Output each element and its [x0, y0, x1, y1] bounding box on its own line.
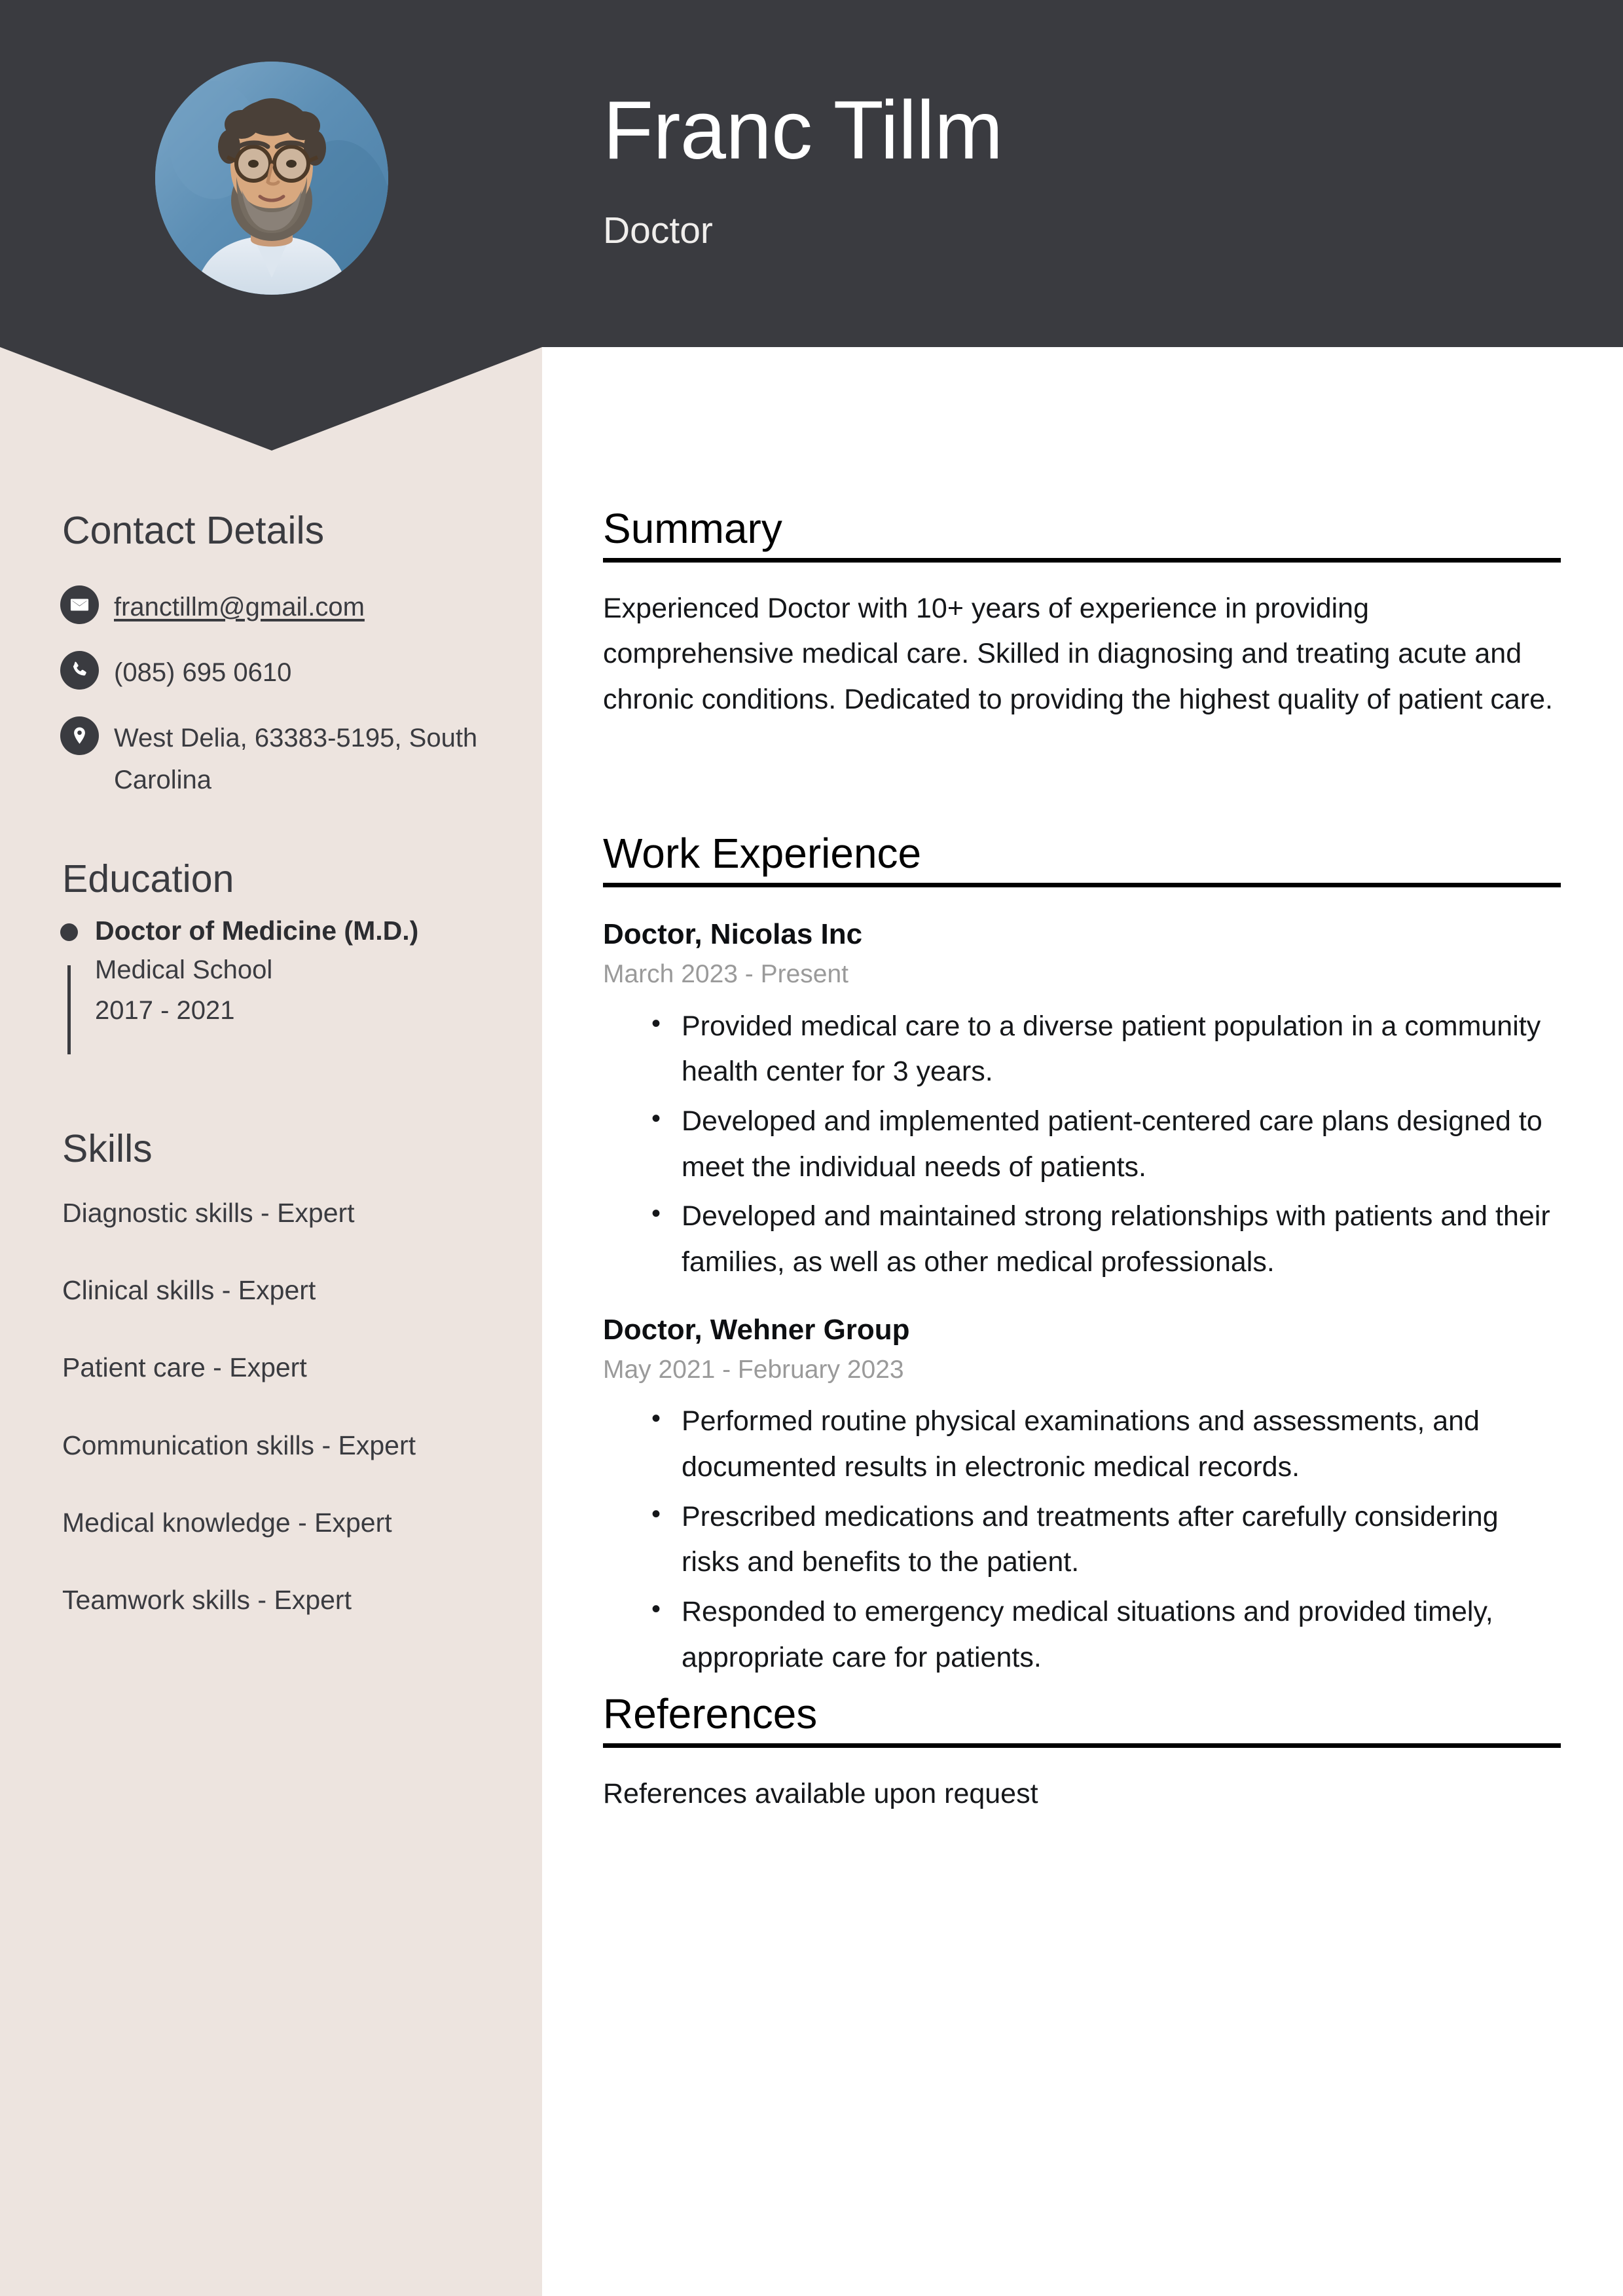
contact-address-value: West Delia, 63383-5195, South Carolina: [114, 723, 478, 795]
skill-item: Diagnostic skills - Expert: [62, 1198, 355, 1228]
job-bullet: • Provided medical care to a diverse patient population in a community health center for 3 years.: [682, 1004, 1561, 1095]
job-bullet: • Developed and maintained strong relationships with patients and their families, as well as other medical professionals.: [682, 1194, 1561, 1285]
work-experience-list: [603, 915, 1561, 1681]
work-experience-heading: Work Experience: [603, 830, 922, 877]
job-dates: March 2023 - Present: [603, 960, 849, 989]
section-divider: [603, 883, 1561, 887]
section-divider: [603, 558, 1561, 563]
job-entry: [603, 915, 1561, 1286]
job-bullet: • Performed routine physical examinations and assessments, and documented results in electronic medical records.: [682, 1399, 1561, 1490]
job-entry: [603, 1310, 1561, 1681]
timeline-line: [67, 965, 71, 1054]
section-divider: [603, 1743, 1561, 1748]
contact-details-heading: Contact Details: [62, 509, 325, 552]
education-school: Medical School: [95, 955, 273, 985]
contact-list: [0, 585, 542, 824]
contact-item-address: [0, 716, 542, 802]
job-bullet: • Developed and implemented patient-centered care plans designed to meet the individual needs of patients.: [682, 1099, 1561, 1190]
section-summary: [603, 506, 1561, 723]
map-pin-icon: [60, 716, 99, 755]
contact-item-email[interactable]: [0, 585, 542, 629]
section-references: [603, 1691, 1561, 1817]
job-bullet: • Prescribed medications and treatments after carefully considering risks and benefits to the patient.: [682, 1494, 1561, 1585]
page-title: Franc Tillm: [603, 84, 1003, 176]
job-bullet: • Responded to emergency medical situations and provided timely, appropriate care for patients.: [682, 1589, 1561, 1680]
references-text: References available upon request: [603, 1777, 1038, 1809]
skill-item: Patient care - Expert: [62, 1352, 307, 1383]
job-title: Doctor, Nicolas Inc: [603, 917, 863, 950]
skills-list: [62, 1197, 520, 1661]
job-bullet-list: [603, 1004, 1561, 1286]
education-item: [0, 912, 542, 1031]
job-bullet-list: [603, 1399, 1561, 1680]
summary-heading: Summary: [603, 505, 782, 552]
envelope-icon: [60, 585, 99, 624]
skill-item: Medical knowledge - Expert: [62, 1507, 392, 1538]
contact-phone-value: (085) 695 0610: [114, 657, 292, 687]
skill-item: Teamwork skills - Expert: [62, 1584, 352, 1615]
education-dates: 2017 - 2021: [95, 996, 235, 1026]
contact-item-phone[interactable]: [0, 651, 542, 694]
skills-heading: Skills: [62, 1127, 153, 1170]
job-title: Doctor, Wehner Group: [603, 1313, 910, 1346]
education-degree: Doctor of Medicine (M.D.): [95, 916, 419, 946]
education-heading: Education: [62, 857, 234, 900]
bullet-dot-icon: [60, 923, 78, 941]
contact-email-value[interactable]: franctillm@gmail.com: [114, 593, 365, 621]
summary-text: Experienced Doctor with 10+ years of experience in providing comprehensive medical care. Skilled in diagnosing and treating acute and chronic conditions. Dedicated to providing the highest quality of patient care.: [603, 592, 1553, 715]
skill-item: Clinical skills - Expert: [62, 1275, 316, 1306]
header-role: Doctor: [603, 210, 713, 251]
education-list: [0, 912, 542, 1031]
section-work-experience: [603, 830, 1561, 1688]
skill-item: Communication skills - Expert: [62, 1430, 416, 1460]
job-dates: May 2021 - February 2023: [603, 1355, 904, 1384]
references-heading: References: [603, 1690, 818, 1737]
phone-icon: [60, 651, 99, 690]
avatar: [155, 62, 388, 295]
